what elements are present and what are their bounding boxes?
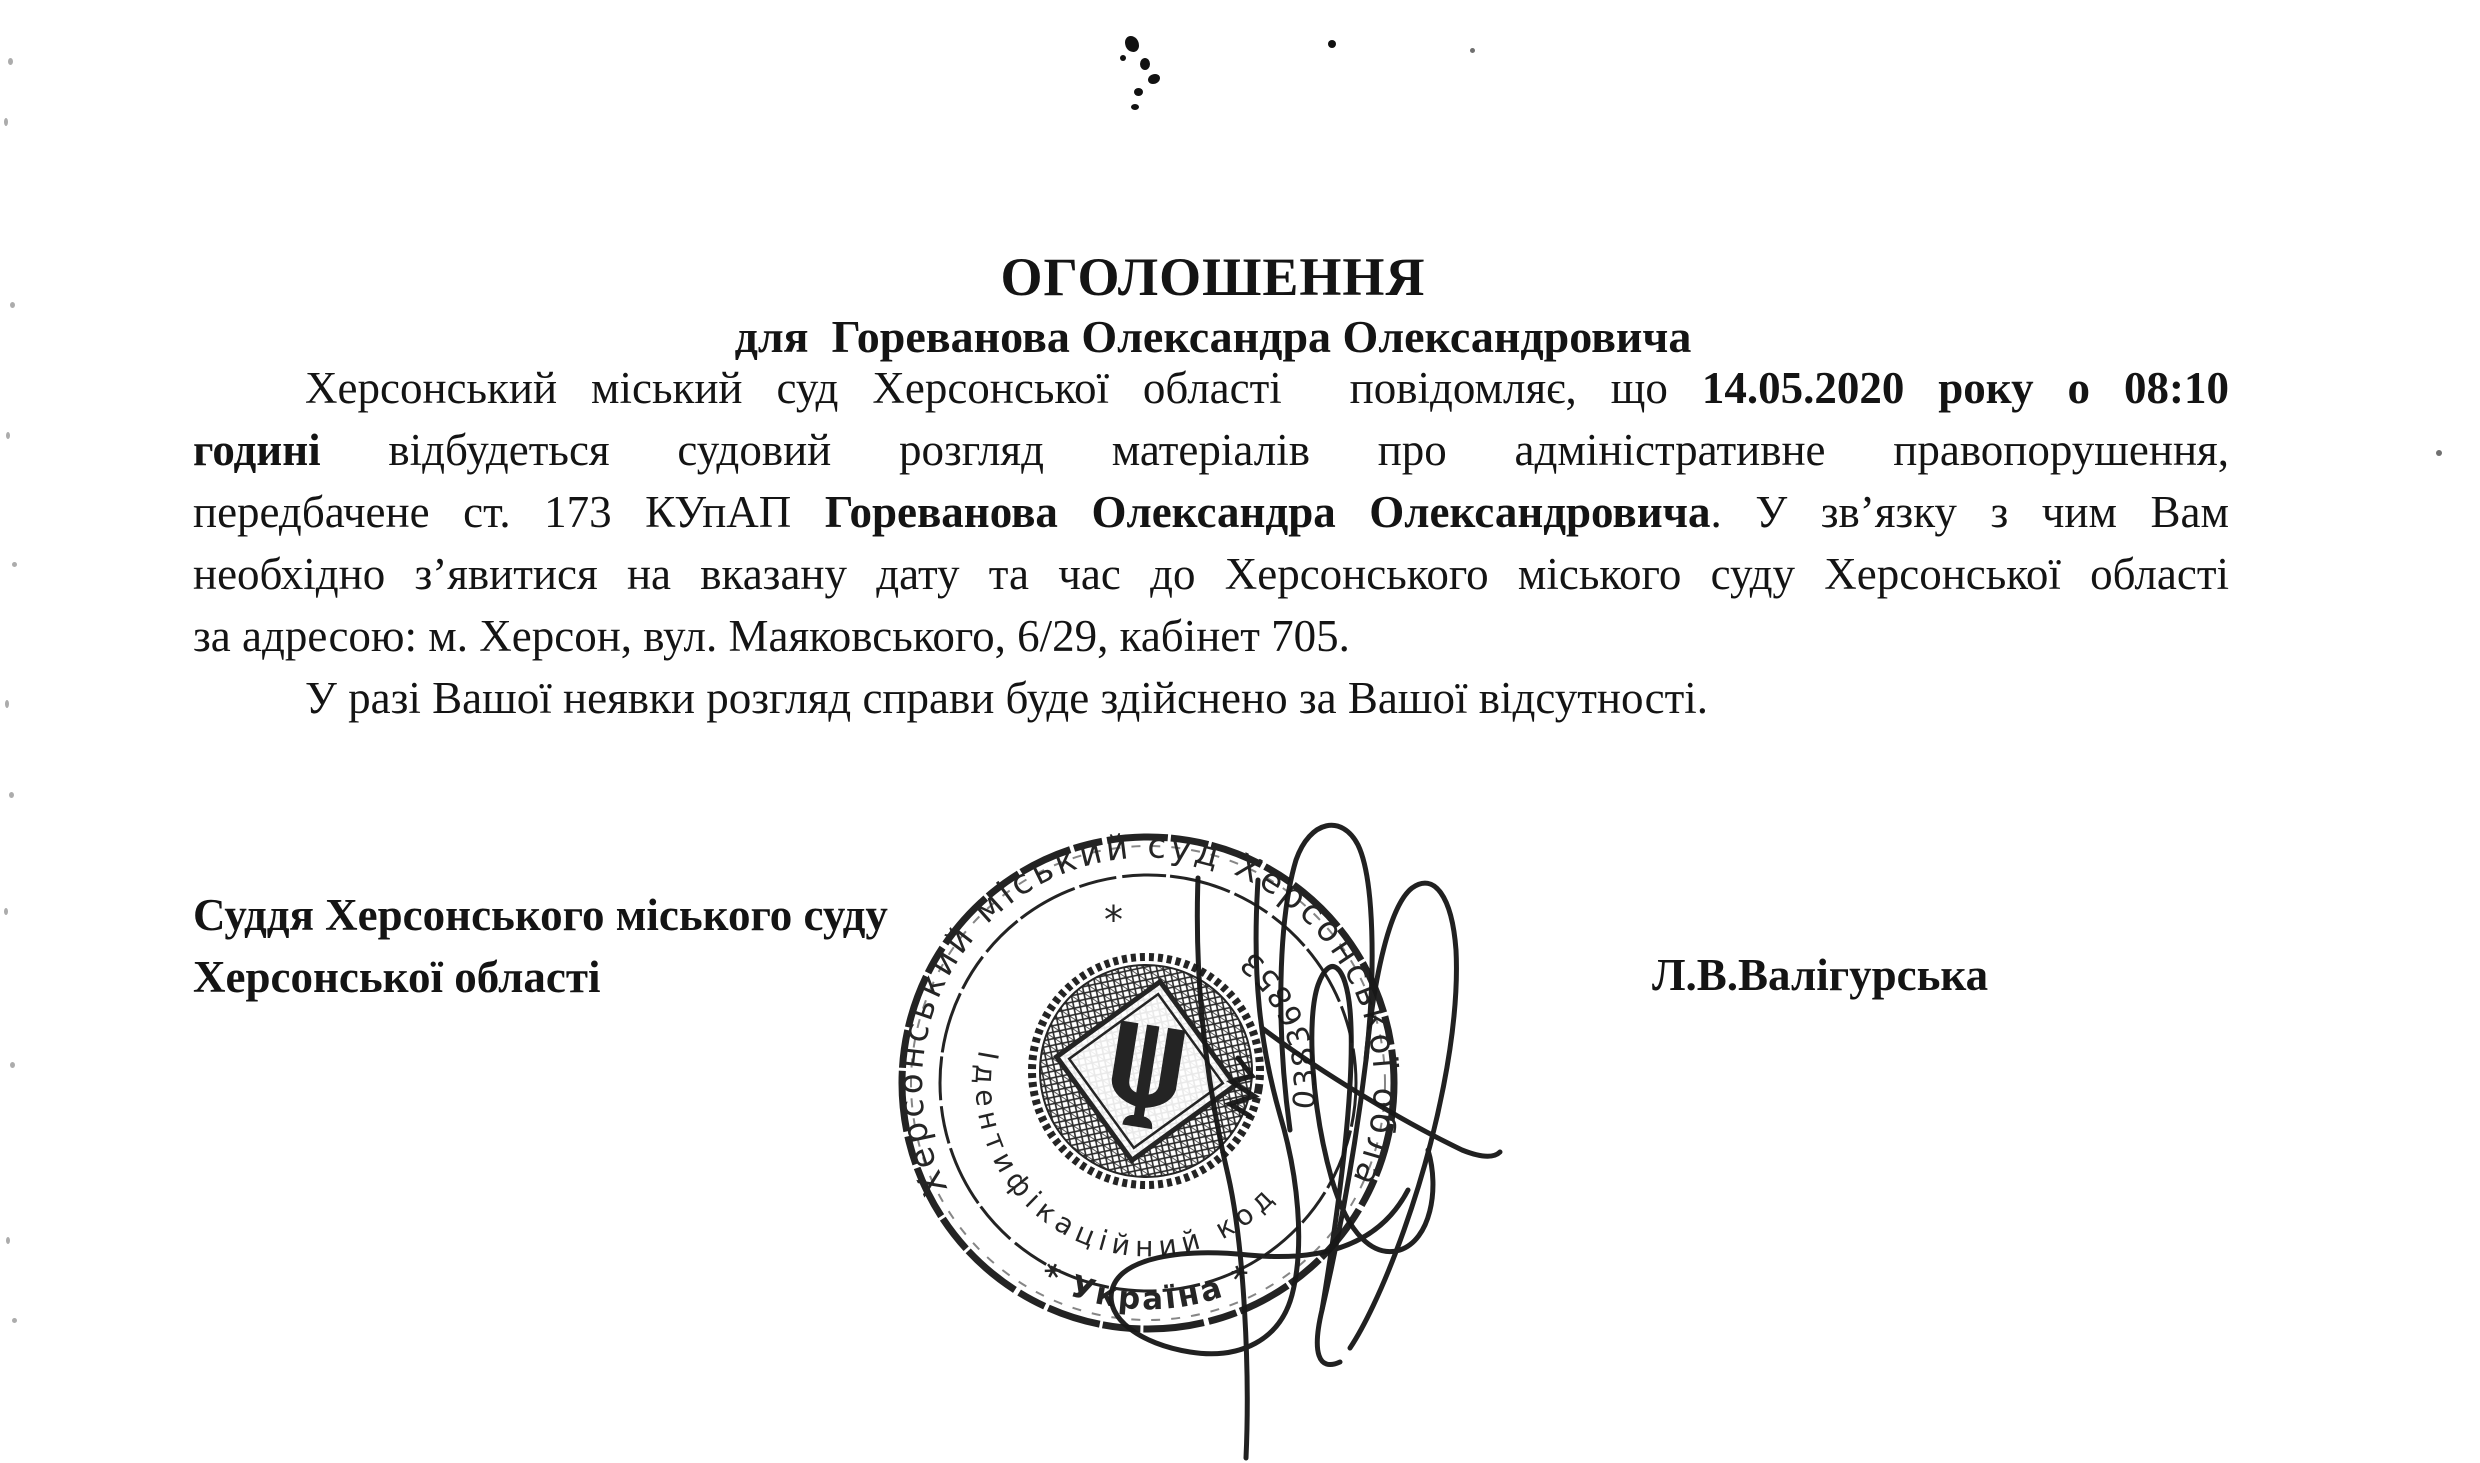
body-line-3-text-a: передбачене ст. 173 КУпАП (193, 487, 825, 537)
scan-artifact (2436, 450, 2442, 456)
body-line-3-text-b: . У зв’язку з чим Вам (1710, 487, 2229, 537)
hearing-hour-word: годині (193, 425, 321, 475)
scan-artifact (1328, 40, 1336, 48)
scan-artifact (8, 58, 13, 65)
body-line-2-text: відбудеться судовий розгляд матеріалів про адміністративне правопорушення, (320, 425, 2229, 475)
handwritten-signature (1050, 795, 1520, 1463)
seal-middle-text: Ідентифікаційний код (968, 1048, 1282, 1264)
scan-artifact (1140, 58, 1150, 70)
scan-artifact (4, 118, 8, 126)
scan-artifact (6, 432, 10, 439)
scan-artifact (10, 1062, 15, 1068)
scan-artifact (5, 700, 9, 708)
scan-artifact (1134, 88, 1143, 96)
judge-role-line-1: Суддя Херсонського міського суду (193, 890, 888, 940)
scan-artifact (1120, 55, 1126, 61)
signature-stroke (1230, 1058, 1254, 1116)
scan-artifact (4, 908, 8, 915)
signature-stroke (1197, 878, 1247, 1458)
body-paragraph-2: У разі Вашої неявки розгляд справи буде здійснено за Вашої відсутності. (305, 673, 1708, 723)
scan-artifact (12, 1318, 17, 1323)
body-line-1-text: Херсонський міський суд Херсонської області повідомляє, що (305, 363, 1702, 413)
judge-name: Л.В.Валігурська (1652, 950, 1989, 1000)
notice-body (193, 357, 2229, 729)
body-line-4: необхідно з’явитися на вказану дату та час до Херсонського міського суду Херсонської області (193, 549, 2229, 599)
page-title: ОГОЛОШЕННЯ (1000, 247, 1426, 307)
scan-artifact (1125, 36, 1139, 52)
body-line-2 (193, 419, 2229, 481)
seal-star: * (1104, 898, 1123, 942)
seal-code: 03836853 (1231, 942, 1324, 1111)
scan-artifact (6, 1237, 10, 1244)
signature-stroke (1111, 880, 1408, 1354)
scan-artifact (1148, 74, 1160, 84)
body-line-5: за адресою: м. Херсон, вул. Маяковського, 6/29, кабінет 705. (193, 611, 1350, 661)
scan-artifact (12, 562, 17, 567)
signature-stroke (1262, 1028, 1500, 1156)
body-line-1 (193, 357, 2229, 419)
page-subtitle: для Гореванова Олександра Олександровича (734, 311, 1692, 362)
seal-outer-bottom-text: * Україна * (1034, 1256, 1259, 1318)
scan-artifact (9, 792, 14, 798)
hearing-datetime: 14.05.2020 року о 08:10 (1701, 363, 2230, 413)
defendant-name: Гореванова Олександра Олександровича (824, 487, 1711, 537)
scan-artifact (10, 302, 15, 308)
seal-outer-top-text: Херсонський міський суд Херсонської обла (890, 826, 1406, 1203)
judge-role-line-2: Херсонської області (193, 952, 601, 1002)
scan-artifact (1470, 48, 1475, 53)
signature-stroke (1350, 883, 1456, 1348)
scan-artifact (1131, 104, 1139, 110)
body-line-3 (193, 481, 2229, 543)
